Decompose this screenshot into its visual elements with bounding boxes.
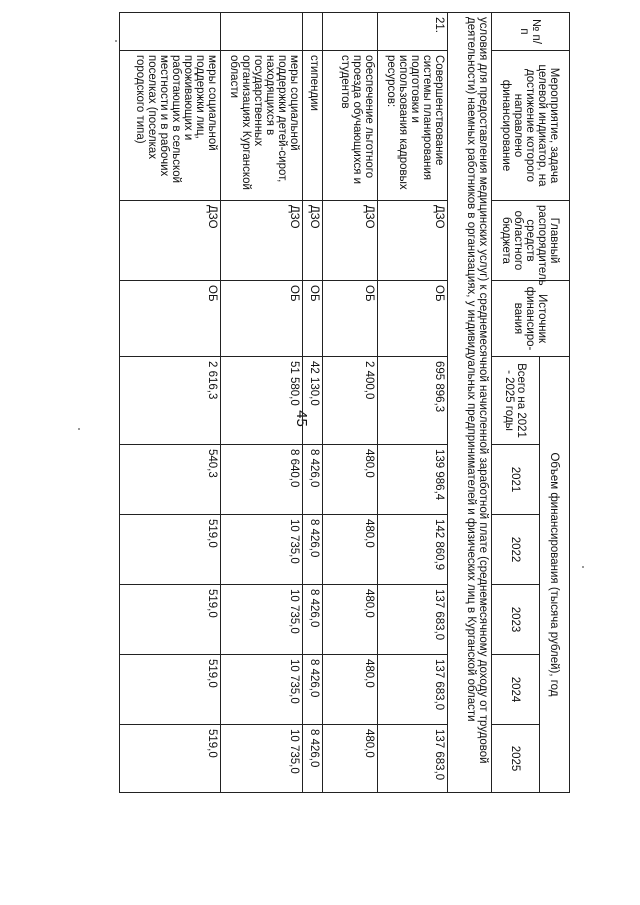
row-source: ОБ	[378, 281, 448, 357]
row-2021: 540,3	[120, 445, 221, 515]
section-text: условия для предоставления медицинских услуг) к среднемесячной начисленной заработной плате (среднемесячному доходу от трудовой деятельности) наемных работников в организациях, у индивидуальных предпринимателей и физических лиц в Курганской области	[448, 13, 492, 793]
row-admin: ДЗО	[323, 201, 378, 281]
row-num	[323, 13, 378, 51]
row-measure: обеспечение льготного проезда обучающихся и студентов	[323, 51, 378, 201]
row-source: ОБ	[120, 281, 221, 357]
header-source: Источник финансиро-вания	[492, 281, 570, 357]
header-2023: 2023	[492, 585, 540, 655]
row-2023: 519,0	[120, 585, 221, 655]
scan-speck	[78, 428, 80, 430]
row-2022: 142 860,9	[378, 515, 448, 585]
row-2023: 137 683,0	[378, 585, 448, 655]
row-total: 2 400,0	[323, 357, 378, 445]
row-total: 695 896,3	[378, 357, 448, 445]
row-2024: 8 426,0	[303, 655, 323, 725]
row-2023: 10 735,0	[221, 585, 303, 655]
row-source: ОБ	[221, 281, 303, 357]
row-2022: 10 735,0	[221, 515, 303, 585]
row-2025: 519,0	[120, 725, 221, 793]
row-num	[221, 13, 303, 51]
table-row	[303, 13, 323, 793]
row-admin: ДЗО	[120, 201, 221, 281]
row-2025: 10 735,0	[221, 725, 303, 793]
rotated-table-container	[120, 12, 570, 792]
row-measure: меры социальной поддержки лиц, проживающих и работающих в сельской местности и в рабочих поселках (поселках городского типа)	[120, 51, 221, 201]
financing-table	[119, 12, 570, 793]
table-row	[120, 13, 221, 793]
row-2021: 139 986,4	[378, 445, 448, 515]
row-source: ОБ	[323, 281, 378, 357]
row-measure: меры социальной поддержки детей-сирот, находящихся в государственных организациях Курганской области	[221, 51, 303, 201]
row-2022: 8 426,0	[303, 515, 323, 585]
row-2025: 8 426,0	[303, 725, 323, 793]
row-2022: 519,0	[120, 515, 221, 585]
row-admin: ДЗО	[378, 201, 448, 281]
row-2021: 8 640,0	[221, 445, 303, 515]
row-total: 42 130,0	[303, 357, 323, 445]
header-2022: 2022	[492, 515, 540, 585]
header-measure: Мероприятие, задача целевой индикатор, на достижение которого направлено финансирование	[492, 51, 570, 201]
row-total: 2 616,3	[120, 357, 221, 445]
row-num: 21.	[378, 13, 448, 51]
header-volume: Объем финансирования (тысяча рублей), год	[540, 357, 570, 793]
row-admin: ДЗО	[303, 201, 323, 281]
scan-speck	[582, 566, 584, 568]
row-source: ОБ	[303, 281, 323, 357]
scan-speck	[115, 40, 117, 42]
table-row	[378, 13, 448, 793]
row-2023: 8 426,0	[303, 585, 323, 655]
row-2024: 137 683,0	[378, 655, 448, 725]
page-number: 45	[292, 410, 310, 427]
row-num	[303, 13, 323, 51]
header-total: Всего на 2021 - 2025 годы	[492, 357, 540, 445]
row-2025: 480,0	[323, 725, 378, 793]
row-2023: 480,0	[323, 585, 378, 655]
header-num: № п/п	[492, 13, 570, 51]
row-2024: 519,0	[120, 655, 221, 725]
row-2024: 480,0	[323, 655, 378, 725]
header-admin: Главный распорядитель средств областного бюджета	[492, 201, 570, 281]
row-2025: 137 683,0	[378, 725, 448, 793]
row-measure: Совершенствование системы планирования подготовки и использования кадровых ресурсов:	[378, 51, 448, 201]
table-row	[323, 13, 378, 793]
row-measure: стипендии	[303, 51, 323, 201]
header-2025: 2025	[492, 725, 540, 793]
header-2021: 2021	[492, 445, 540, 515]
row-admin: ДЗО	[221, 201, 303, 281]
row-total: 51 580,0	[221, 357, 303, 445]
row-2024: 10 735,0	[221, 655, 303, 725]
header-2024: 2024	[492, 655, 540, 725]
row-2021: 480,0	[323, 445, 378, 515]
row-2022: 480,0	[323, 515, 378, 585]
row-2021: 8 426,0	[303, 445, 323, 515]
row-num	[120, 13, 221, 51]
table-row	[221, 13, 303, 793]
